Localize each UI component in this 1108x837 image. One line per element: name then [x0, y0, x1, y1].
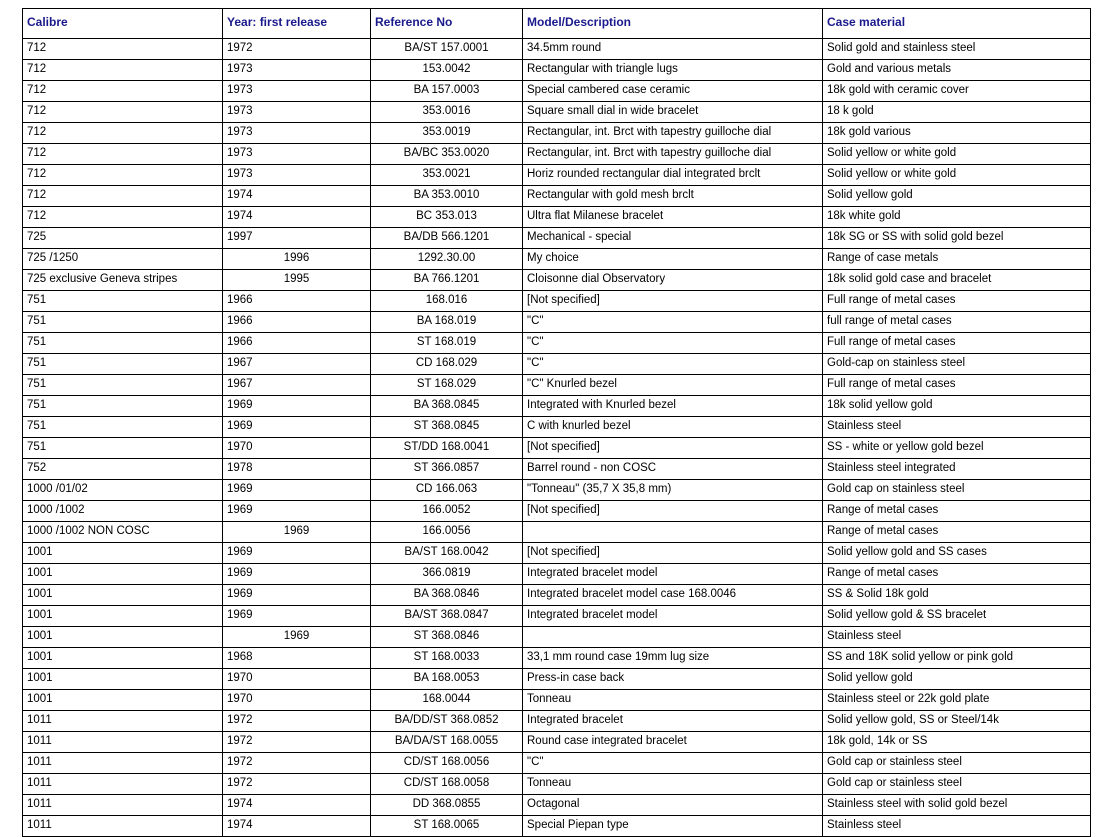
- table-cell: 751: [23, 438, 223, 459]
- table-cell: 1001: [23, 606, 223, 627]
- table-cell: BA 157.0003: [371, 81, 523, 102]
- table-cell: 1972: [223, 753, 371, 774]
- table-cell: 166.0052: [371, 501, 523, 522]
- table-cell: "C": [523, 312, 823, 333]
- table-row: [23, 711, 1091, 732]
- table-cell: SS & Solid 18k gold: [823, 585, 1091, 606]
- table-row: [23, 627, 1091, 648]
- table-cell: 1969: [223, 417, 371, 438]
- table-cell: 1001: [23, 648, 223, 669]
- table-cell: Octagonal: [523, 795, 823, 816]
- table-cell: 1969: [223, 396, 371, 417]
- table-cell: 1970: [223, 690, 371, 711]
- table-cell: 1292.30.00: [371, 249, 523, 270]
- table-cell: 1995: [223, 270, 371, 291]
- table-cell: 1969: [223, 606, 371, 627]
- table-cell: Gold cap or stainless steel: [823, 774, 1091, 795]
- table-cell: 166.0056: [371, 522, 523, 543]
- table-cell: Range of case metals: [823, 249, 1091, 270]
- table-row: [23, 354, 1091, 375]
- table-cell: Integrated bracelet model case 168.0046: [523, 585, 823, 606]
- table-cell: 1001: [23, 585, 223, 606]
- table-cell: Stainless steel: [823, 627, 1091, 648]
- table-cell: BA 168.0053: [371, 669, 523, 690]
- table-row: [23, 39, 1091, 60]
- table-cell: BA/DA/ST 168.0055: [371, 732, 523, 753]
- table-cell: 1000 /01/02: [23, 480, 223, 501]
- table-row: [23, 543, 1091, 564]
- table-cell: 1972: [223, 732, 371, 753]
- table-cell: BA 368.0845: [371, 396, 523, 417]
- table-row: [23, 144, 1091, 165]
- table-cell: 168.016: [371, 291, 523, 312]
- table-row: [23, 417, 1091, 438]
- table-cell: Barrel round - non COSC: [523, 459, 823, 480]
- table-cell: 1011: [23, 774, 223, 795]
- table-cell: 18k gold, 14k or SS: [823, 732, 1091, 753]
- table-cell: Tonneau: [523, 774, 823, 795]
- table-cell: 1011: [23, 732, 223, 753]
- table-cell: Gold cap on stainless steel: [823, 480, 1091, 501]
- table-row: [23, 312, 1091, 333]
- table-row: [23, 228, 1091, 249]
- table-row: [23, 501, 1091, 522]
- table-cell: 1001: [23, 564, 223, 585]
- table-cell: 1974: [223, 207, 371, 228]
- table-cell: Solid yellow gold: [823, 186, 1091, 207]
- table-cell: DD 368.0855: [371, 795, 523, 816]
- table-cell: Solid yellow gold, SS or Steel/14k: [823, 711, 1091, 732]
- table-cell: BA/DD/ST 368.0852: [371, 711, 523, 732]
- table-body: [23, 39, 1091, 837]
- table-row: [23, 648, 1091, 669]
- table-row: [23, 690, 1091, 711]
- table-row: [23, 333, 1091, 354]
- table-cell: Range of metal cases: [823, 564, 1091, 585]
- table-row: [23, 480, 1091, 501]
- table-cell: 1011: [23, 795, 223, 816]
- table-cell: 1001: [23, 543, 223, 564]
- table-cell: C with knurled bezel: [523, 417, 823, 438]
- table-cell: "C": [523, 753, 823, 774]
- table-cell: 1001: [23, 669, 223, 690]
- table-cell: BA 766.1201: [371, 270, 523, 291]
- table-cell: Integrated with Knurled bezel: [523, 396, 823, 417]
- table-cell: 1970: [223, 438, 371, 459]
- table-cell: 353.0016: [371, 102, 523, 123]
- table-row: [23, 375, 1091, 396]
- table-row: [23, 459, 1091, 480]
- table-row: [23, 795, 1091, 816]
- table-cell: ST 368.0845: [371, 417, 523, 438]
- table-cell: "C": [523, 354, 823, 375]
- table-cell: 752: [23, 459, 223, 480]
- table-cell: Range of metal cases: [823, 501, 1091, 522]
- table-cell: ST 168.0065: [371, 816, 523, 837]
- table-cell: 1967: [223, 375, 371, 396]
- table-cell: 725: [23, 228, 223, 249]
- table-cell: My choice: [523, 249, 823, 270]
- table-cell: ST 168.019: [371, 333, 523, 354]
- table-cell: 751: [23, 291, 223, 312]
- table-cell: 18k solid yellow gold: [823, 396, 1091, 417]
- table-cell: 712: [23, 144, 223, 165]
- table-cell: CD/ST 168.0056: [371, 753, 523, 774]
- table-cell: 1001: [23, 627, 223, 648]
- table-cell: 712: [23, 123, 223, 144]
- table-cell: SS and 18K solid yellow or pink gold: [823, 648, 1091, 669]
- table-cell: 18k solid gold case and bracelet: [823, 270, 1091, 291]
- table-cell: BA/ST 368.0847: [371, 606, 523, 627]
- table-cell: 1972: [223, 39, 371, 60]
- table-cell: 1966: [223, 312, 371, 333]
- table-cell: 153.0042: [371, 60, 523, 81]
- table-row: [23, 774, 1091, 795]
- table-cell: [Not specified]: [523, 501, 823, 522]
- table-cell: Rectangular with gold mesh brclt: [523, 186, 823, 207]
- table-cell: 353.0021: [371, 165, 523, 186]
- table-cell: 1969: [223, 501, 371, 522]
- column-header-model-description: Model/Description: [523, 9, 823, 39]
- table-cell: Rectangular, int. Brct with tapestry guilloche dial: [523, 144, 823, 165]
- table-cell: 1966: [223, 291, 371, 312]
- table-cell: Integrated bracelet model: [523, 606, 823, 627]
- table-row: [23, 165, 1091, 186]
- table-cell: 1972: [223, 774, 371, 795]
- table-cell: 712: [23, 186, 223, 207]
- table-cell: Cloisonne dial Observatory: [523, 270, 823, 291]
- table-cell: [523, 627, 823, 648]
- table-cell: Solid yellow gold & SS bracelet: [823, 606, 1091, 627]
- table-cell: Stainless steel with solid gold bezel: [823, 795, 1091, 816]
- table-cell: 1011: [23, 753, 223, 774]
- column-header-reference-no: Reference No: [371, 9, 523, 39]
- table-cell: [Not specified]: [523, 291, 823, 312]
- table-cell: "Tonneau" (35,7 X 35,8 mm): [523, 480, 823, 501]
- table-cell: 751: [23, 354, 223, 375]
- table-row: [23, 732, 1091, 753]
- table-cell: Ultra flat Milanese bracelet: [523, 207, 823, 228]
- table-cell: 18 k gold: [823, 102, 1091, 123]
- table-cell: 751: [23, 375, 223, 396]
- table-cell: 1978: [223, 459, 371, 480]
- table-cell: 1973: [223, 144, 371, 165]
- table-cell: 33,1 mm round case 19mm lug size: [523, 648, 823, 669]
- table-row: [23, 396, 1091, 417]
- table-cell: 1997: [223, 228, 371, 249]
- table-cell: Solid yellow or white gold: [823, 144, 1091, 165]
- table-cell: BA/DB 566.1201: [371, 228, 523, 249]
- table-cell: SS - white or yellow gold bezel: [823, 438, 1091, 459]
- table-cell: 1000 /1002 NON COSC: [23, 522, 223, 543]
- table-cell: Rectangular with triangle lugs: [523, 60, 823, 81]
- table-cell: 18k white gold: [823, 207, 1091, 228]
- table-cell: full range of metal cases: [823, 312, 1091, 333]
- table-cell: ST 366.0857: [371, 459, 523, 480]
- table-cell: 725 /1250: [23, 249, 223, 270]
- table-cell: 1973: [223, 165, 371, 186]
- table-row: [23, 753, 1091, 774]
- table-cell: 751: [23, 417, 223, 438]
- column-header-year: Year: first release: [223, 9, 371, 39]
- table-cell: BA 168.019: [371, 312, 523, 333]
- table-cell: 712: [23, 207, 223, 228]
- table-cell: CD 168.029: [371, 354, 523, 375]
- table-cell: Tonneau: [523, 690, 823, 711]
- table-cell: Integrated bracelet: [523, 711, 823, 732]
- table-row: [23, 270, 1091, 291]
- table-cell: Full range of metal cases: [823, 333, 1091, 354]
- table-cell: 1001: [23, 690, 223, 711]
- table-cell: Mechanical - special: [523, 228, 823, 249]
- document-page: [0, 8, 1108, 832]
- table-cell: BA/ST 157.0001: [371, 39, 523, 60]
- column-header-calibre: Calibre: [23, 9, 223, 39]
- table-row: [23, 60, 1091, 81]
- table-row: [23, 207, 1091, 228]
- table-cell: [Not specified]: [523, 438, 823, 459]
- table-cell: Special cambered case ceramic: [523, 81, 823, 102]
- table-cell: 712: [23, 102, 223, 123]
- table-cell: 1969: [223, 543, 371, 564]
- table-cell: 1974: [223, 186, 371, 207]
- table-cell: Full range of metal cases: [823, 291, 1091, 312]
- table-cell: 1969: [223, 627, 371, 648]
- table-cell: BA 368.0846: [371, 585, 523, 606]
- table-row: [23, 186, 1091, 207]
- table-cell: 18k SG or SS with solid gold bezel: [823, 228, 1091, 249]
- table-cell: "C" Knurled bezel: [523, 375, 823, 396]
- table-cell: Gold cap or stainless steel: [823, 753, 1091, 774]
- table-cell: 1000 /1002: [23, 501, 223, 522]
- table-cell: BA 353.0010: [371, 186, 523, 207]
- table-cell: CD 166.063: [371, 480, 523, 501]
- table-cell: Full range of metal cases: [823, 375, 1091, 396]
- table-cell: 1996: [223, 249, 371, 270]
- table-cell: Integrated bracelet model: [523, 564, 823, 585]
- table-cell: Stainless steel integrated: [823, 459, 1091, 480]
- table-row: [23, 123, 1091, 144]
- table-cell: 751: [23, 312, 223, 333]
- table-cell: 1011: [23, 711, 223, 732]
- calibre-reference-table: [22, 8, 1091, 837]
- table-cell: 1974: [223, 795, 371, 816]
- table-row: [23, 669, 1091, 690]
- table-cell: 366.0819: [371, 564, 523, 585]
- table-cell: Gold and various metals: [823, 60, 1091, 81]
- table-cell: Press-in case back: [523, 669, 823, 690]
- table-row: [23, 81, 1091, 102]
- table-cell: 1974: [223, 816, 371, 837]
- table-row: [23, 249, 1091, 270]
- table-cell: 712: [23, 165, 223, 186]
- table-cell: 18k gold various: [823, 123, 1091, 144]
- table-cell: 1969: [223, 522, 371, 543]
- table-cell: BC 353.013: [371, 207, 523, 228]
- table-cell: [Not specified]: [523, 543, 823, 564]
- table-cell: 1969: [223, 480, 371, 501]
- table-cell: 751: [23, 396, 223, 417]
- column-header-case-material: Case material: [823, 9, 1091, 39]
- table-cell: Solid yellow or white gold: [823, 165, 1091, 186]
- table-cell: 1011: [23, 816, 223, 837]
- table-row: [23, 102, 1091, 123]
- table-header-row: [23, 9, 1091, 39]
- table-cell: 1972: [223, 711, 371, 732]
- table-cell: "C": [523, 333, 823, 354]
- table-row: [23, 438, 1091, 459]
- table-cell: 1973: [223, 81, 371, 102]
- table-cell: 1968: [223, 648, 371, 669]
- table-cell: 18k gold with ceramic cover: [823, 81, 1091, 102]
- table-cell: Solid yellow gold: [823, 669, 1091, 690]
- table-row: [23, 606, 1091, 627]
- table-cell: [523, 522, 823, 543]
- table-row: [23, 585, 1091, 606]
- table-cell: 1967: [223, 354, 371, 375]
- table-cell: 34.5mm round: [523, 39, 823, 60]
- table-row: [23, 291, 1091, 312]
- table-cell: ST/DD 168.0041: [371, 438, 523, 459]
- table-cell: ST 168.0033: [371, 648, 523, 669]
- table-cell: 353.0019: [371, 123, 523, 144]
- table-cell: ST 368.0846: [371, 627, 523, 648]
- table-cell: 1973: [223, 102, 371, 123]
- table-cell: Solid yellow gold and SS cases: [823, 543, 1091, 564]
- table-row: [23, 816, 1091, 837]
- table-cell: Stainless steel: [823, 417, 1091, 438]
- table-cell: 1970: [223, 669, 371, 690]
- table-cell: BA/BC 353.0020: [371, 144, 523, 165]
- table-cell: 168.0044: [371, 690, 523, 711]
- table-cell: Stainless steel or 22k gold plate: [823, 690, 1091, 711]
- table-row: [23, 564, 1091, 585]
- table-row: [23, 522, 1091, 543]
- table-cell: 725 exclusive Geneva stripes: [23, 270, 223, 291]
- table-cell: Horiz rounded rectangular dial integrated brclt: [523, 165, 823, 186]
- table-cell: 712: [23, 81, 223, 102]
- table-cell: Round case integrated bracelet: [523, 732, 823, 753]
- table-cell: CD/ST 168.0058: [371, 774, 523, 795]
- table-cell: 751: [23, 333, 223, 354]
- table-cell: ST 168.029: [371, 375, 523, 396]
- table-cell: Gold-cap on stainless steel: [823, 354, 1091, 375]
- table-cell: 712: [23, 60, 223, 81]
- table-cell: Stainless steel: [823, 816, 1091, 837]
- table-cell: Rectangular, int. Brct with tapestry guilloche dial: [523, 123, 823, 144]
- table-cell: 1966: [223, 333, 371, 354]
- table-cell: 1973: [223, 60, 371, 81]
- table-cell: Square small dial in wide bracelet: [523, 102, 823, 123]
- table-cell: Solid gold and stainless steel: [823, 39, 1091, 60]
- table-cell: 1969: [223, 585, 371, 606]
- table-cell: 712: [23, 39, 223, 60]
- table-cell: 1973: [223, 123, 371, 144]
- table-cell: Special Piepan type: [523, 816, 823, 837]
- table-header: [23, 9, 1091, 39]
- table-cell: BA/ST 168.0042: [371, 543, 523, 564]
- table-cell: 1969: [223, 564, 371, 585]
- table-cell: Range of metal cases: [823, 522, 1091, 543]
